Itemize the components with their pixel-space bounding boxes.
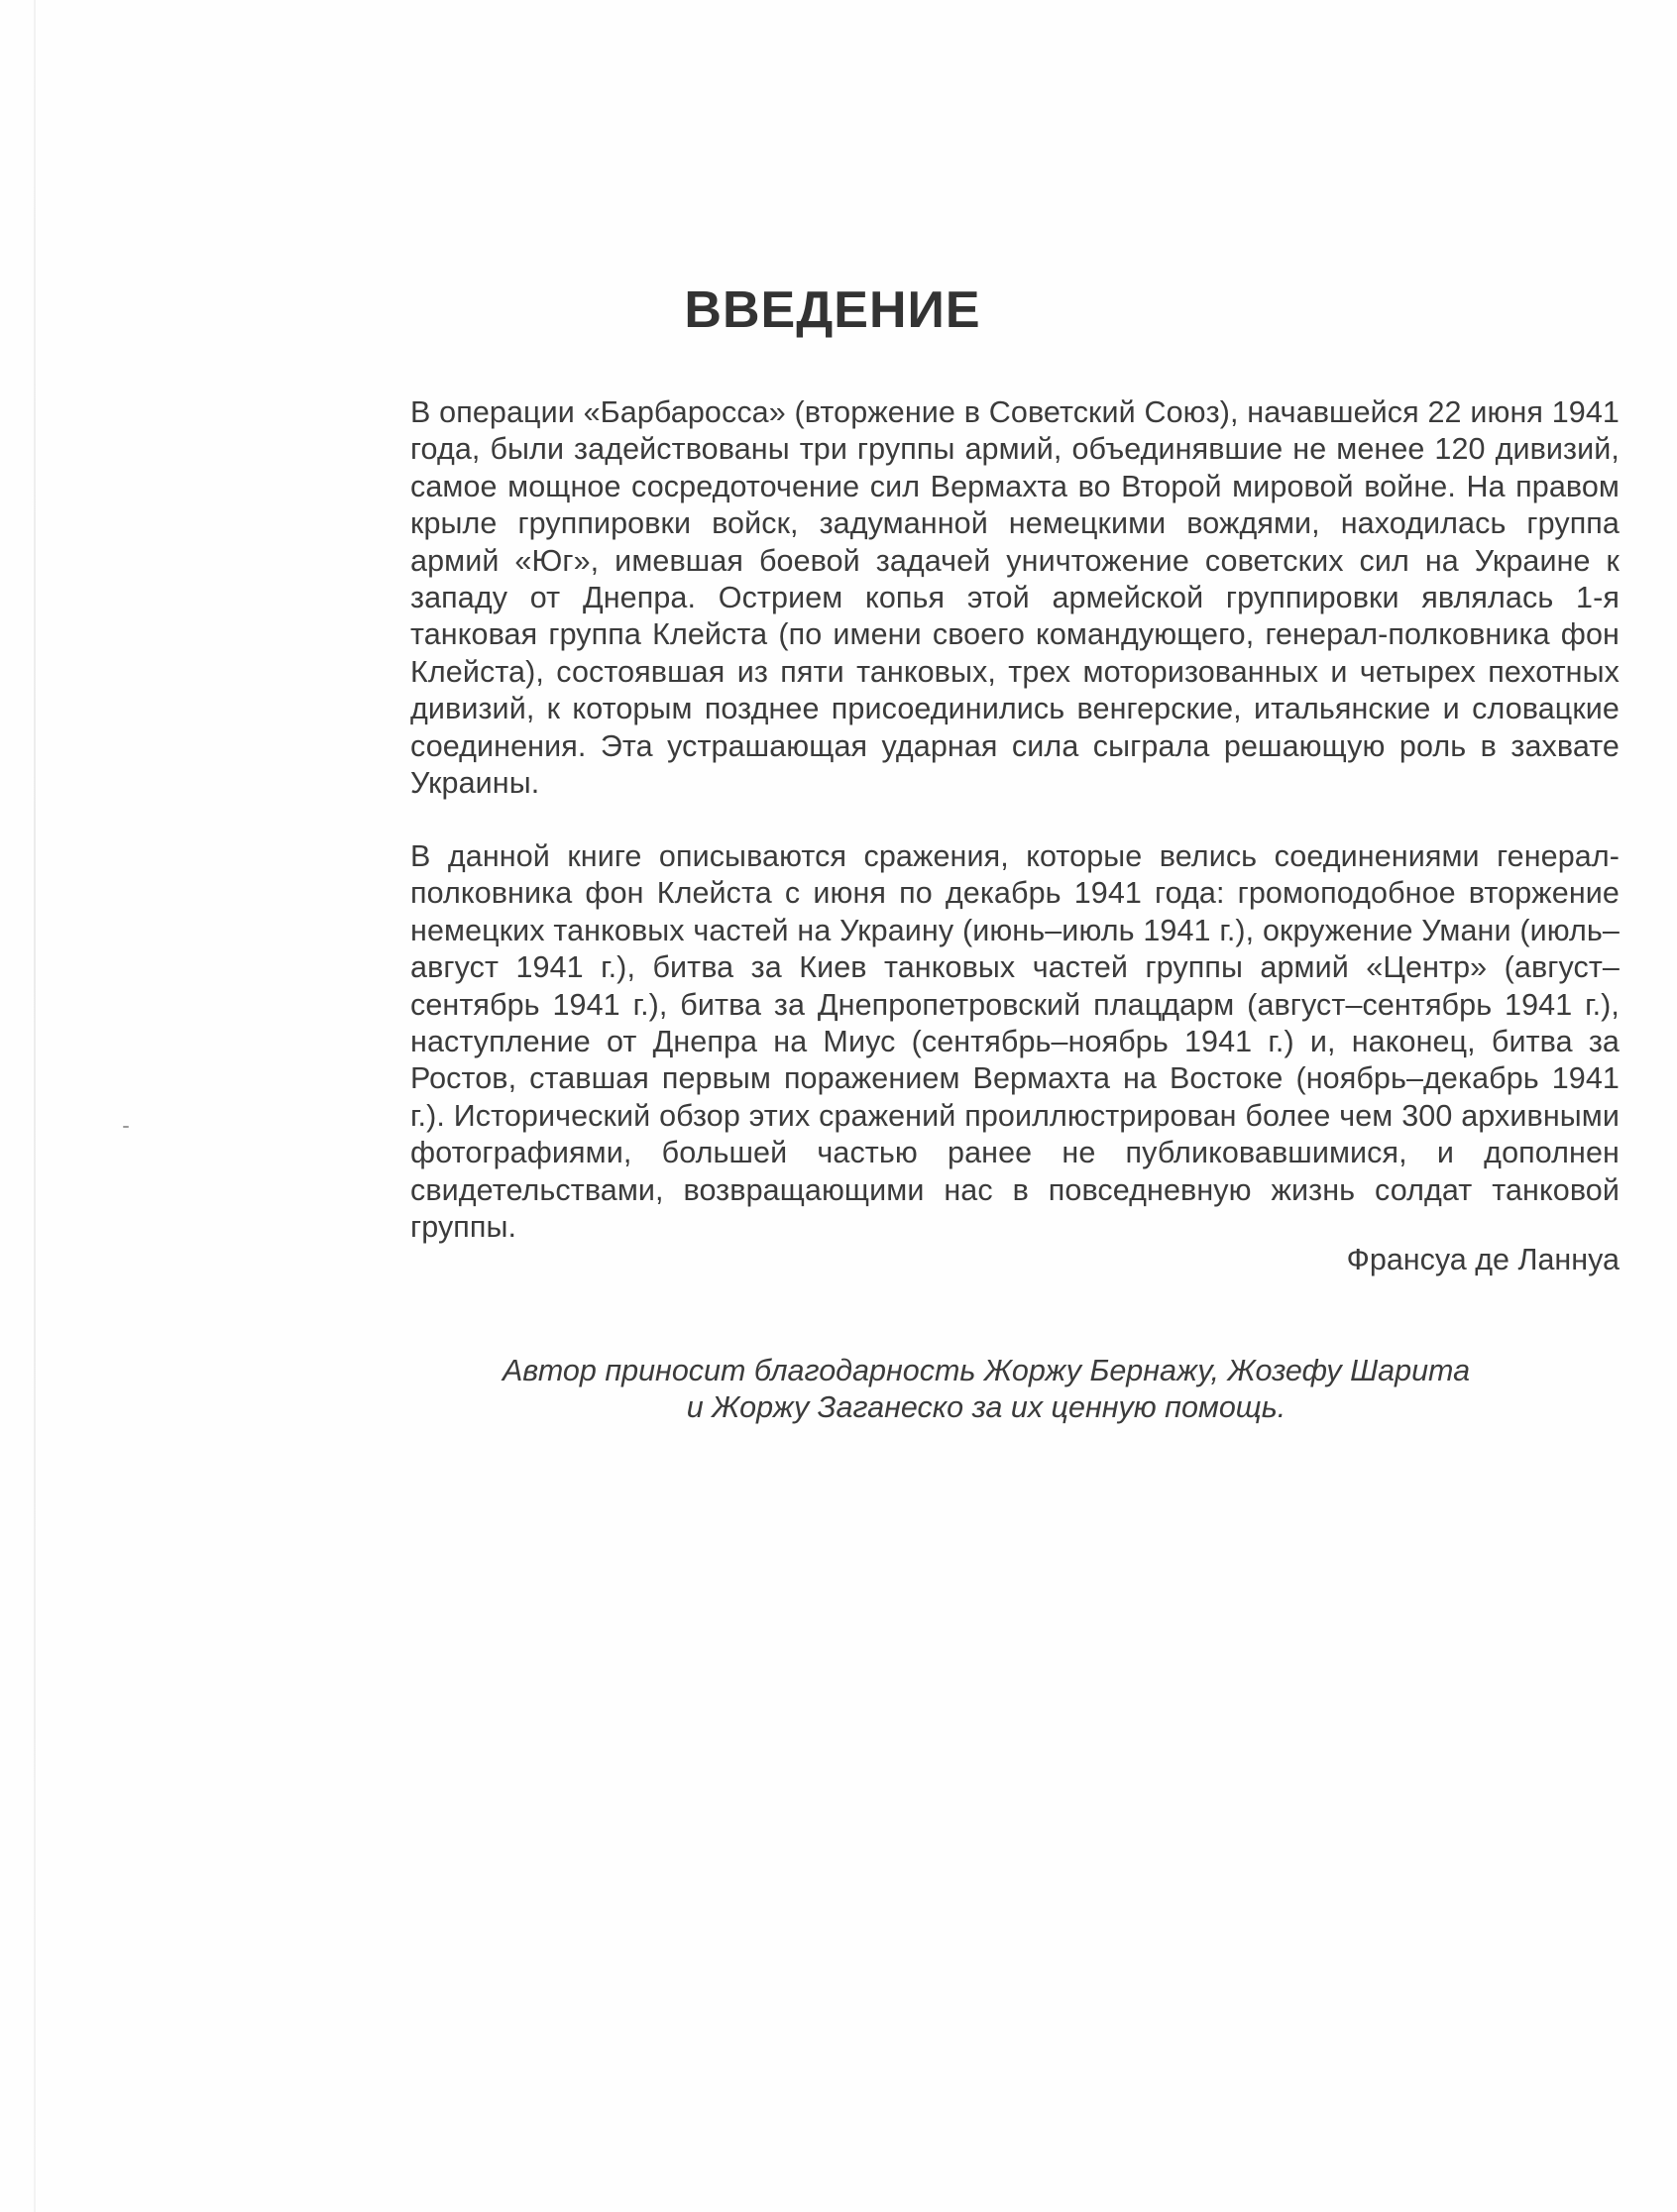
intro-paragraph-2: В данной книге описываются сражения, которые велись соединениями генерал-полковника фон Клейста с июня по декабрь 1941 года: громоподобное вторжение немецких танковых частей на Украину (июнь–июль 1941 г.), окружение Умани (июль–август 1941 г.), битва за Киев танковых частей группы армий «Центр» (август–сентябрь 1941 г.), битва за Днепропетровский плацдарм (август–сентябрь 1941 г.), наступление от Днепра на Миус (сентябрь–ноябрь 1941 г.) и, наконец, битва за Ростов, ставшая первым поражением Вермахта на Востоке (ноябрь–декабрь 1941 г.). Исторический обзор этих сражений проиллюстрирован более чем 300 архивными фотографиями, большей частью ранее не публиковавшимися, и дополнен свидетельствами, возвращающими нас в повседневную жизнь солдат танковой группы. xyxy=(410,839,1620,1245)
page-title: ВВЕДЕНИЕ xyxy=(684,281,981,339)
acknowledgement-line-1: Автор приносит благодарность Жоржу Бернажу, Жозефу Шарита xyxy=(502,1354,1471,1387)
scan-edge-line xyxy=(34,0,36,2212)
acknowledgement-note xyxy=(466,1353,1507,1427)
author-signature: Франсуа де Ланнуа xyxy=(1346,1243,1620,1276)
scan-speck xyxy=(123,1126,129,1128)
intro-paragraph-1: В операции «Барбаросса» (вторжение в Советский Союз), начавшейся 22 июня 1941 года, были задействованы три группы армий, объединявшие не менее 120 дивизий, самое мощное сосредоточение сил Вермахта во Второй мировой войне. На правом крыле группировки войск, задуманной немецкими вождями, находилась группа армий «Юг», имевшая боевой задачей уничтожение советских сил на Украине к западу от Днепра. Острием копья этой армейской группировки являлась 1-я танковая группа Клейста (по имени своего командующего, генерал-полковника фон Клейста), состоявшая из пяти танковых, трех моторизованных и четырех пехотных дивизий, к которым позднее присоединились венгерские, итальянские и словацкие соединения. Эта устрашающая ударная сила сыграла решающую роль в захвате Украины. xyxy=(410,395,1620,801)
acknowledgement-line-2: и Жоржу Заганеско за их ценную помощь. xyxy=(686,1390,1286,1425)
